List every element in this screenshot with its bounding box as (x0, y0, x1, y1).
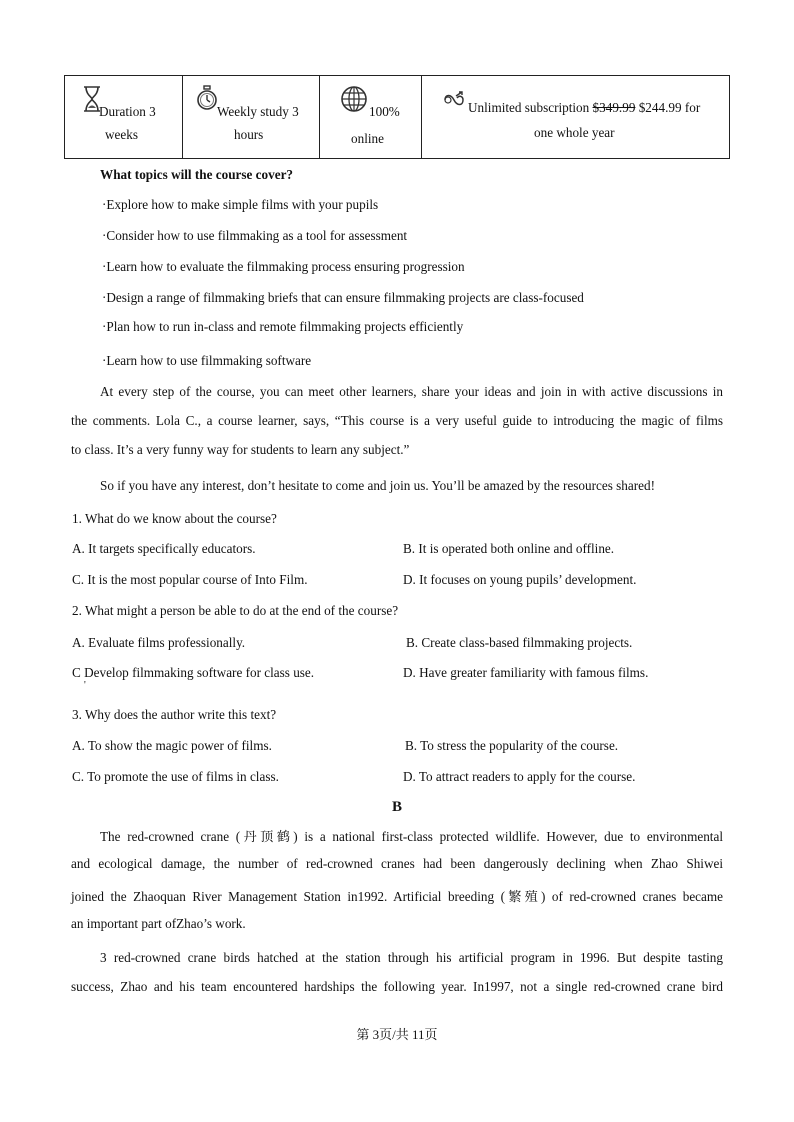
topic-item: ·Design a range of filmmaking briefs that can ensure filmmaking projects are class-focused (102, 290, 584, 305)
online-line1: 100% (369, 104, 400, 119)
passage-line: and ecological damage, the number of red-crowned cranes had been dangerously declining when Zhao Shiwei (71, 856, 723, 871)
weekly-study-line1: Weekly study 3 (217, 104, 299, 119)
question-3: 3. Why does the author write this text? (72, 707, 277, 722)
q2-option-a: A. Evaluate films professionally. (72, 635, 246, 650)
closing-paragraph: So if you have any interest, don’t hesitate to come and join us. You’ll be amazed by the resources shared! (100, 478, 655, 493)
q1-option-d: D. It focuses on young pupils’ development. (403, 572, 637, 587)
passage-line: The red-crowned crane (丹顶鹤) is a national first-class protected wildlife. However, due to environmental (100, 829, 723, 844)
duration-line2: weeks (105, 127, 138, 142)
topic-item: ·Learn how to use filmmaking software (102, 353, 312, 368)
subscription-line2: one whole year (534, 125, 615, 140)
passage-line: success, Zhao and his team encountered hardships the following year. In1997, not a single red-crowned crane bird (71, 979, 723, 994)
online-cell (320, 76, 422, 159)
paragraph-line: At every step of the course, you can meet other learners, share your ideas and join in with active discussions in (100, 384, 723, 399)
stopwatch-icon (195, 85, 219, 113)
q1-option-b: B. It is operated both online and offline. (403, 541, 615, 556)
topics-heading: What topics will the course cover? (100, 167, 294, 182)
paragraph-line: the comments. Lola C., a course learner, says, “This course is a very useful guide to introducing the magic of films (71, 413, 723, 428)
topic-item: ·Explore how to make simple films with your pupils (102, 197, 379, 212)
duration-line1: Duration 3 (99, 104, 156, 119)
q2-option-c: C Develop filmmaking software for class use. (72, 665, 315, 680)
q2-option-b: B. Create class-based filmmaking projects. (406, 635, 633, 650)
q3-option-b: B. To stress the popularity of the course. (405, 738, 619, 753)
q3-option-c: C. To promote the use of films in class. (72, 769, 279, 784)
topic-item: ·Learn how to evaluate the filmmaking process ensuring progression (102, 259, 465, 274)
passage-line: an important part ofZhao’s work. (71, 916, 246, 931)
weekly-study-cell (183, 76, 320, 159)
stray-mark: ' (84, 680, 86, 691)
course-info-table (64, 75, 730, 159)
paragraph-line: to class. It’s a very funny way for students to learn any subject.” (71, 442, 410, 457)
topic-item: ·Consider how to use filmmaking as a tool for assessment (102, 228, 408, 243)
topic-item: ·Plan how to run in-class and remote filmmaking projects efficiently (102, 319, 464, 334)
subscription-cell (422, 76, 730, 159)
subscription-line1 (468, 96, 700, 120)
q1-option-a: A. It targets specifically educators. (72, 541, 256, 556)
q1-option-c: C. It is the most popular course of Into Film. (72, 572, 308, 587)
infinity-arrow-icon (442, 90, 468, 108)
q2-option-d: D. Have greater familiarity with famous films. (403, 665, 649, 680)
page-number-footer: 第 3页/共 11页 (356, 1027, 438, 1042)
section-b-label: B (391, 799, 402, 815)
q3-option-d: D. To attract readers to apply for the course. (403, 769, 636, 784)
duration-cell (65, 76, 183, 159)
online-line2: online (351, 131, 384, 146)
globe-icon (340, 85, 368, 113)
question-1: 1. What do we know about the course? (72, 511, 277, 526)
weekly-study-line2: hours (234, 127, 264, 142)
passage-line: 3 red-crowned crane birds hatched at the station through his artificial program in 1996. But despite tasting (100, 950, 723, 965)
q3-option-a: A. To show the magic power of films. (72, 738, 272, 753)
subscription-label: Unlimited subscription (468, 100, 593, 115)
old-price: $349.99 (592, 100, 636, 115)
question-2: 2. What might a person be able to do at the end of the course? (72, 603, 399, 618)
passage-line: joined the Zhaoquan River Management Station in1992. Artificial breeding (繁殖) of red-crowned cranes became (71, 889, 723, 904)
new-price: $244.99 for (635, 100, 701, 115)
